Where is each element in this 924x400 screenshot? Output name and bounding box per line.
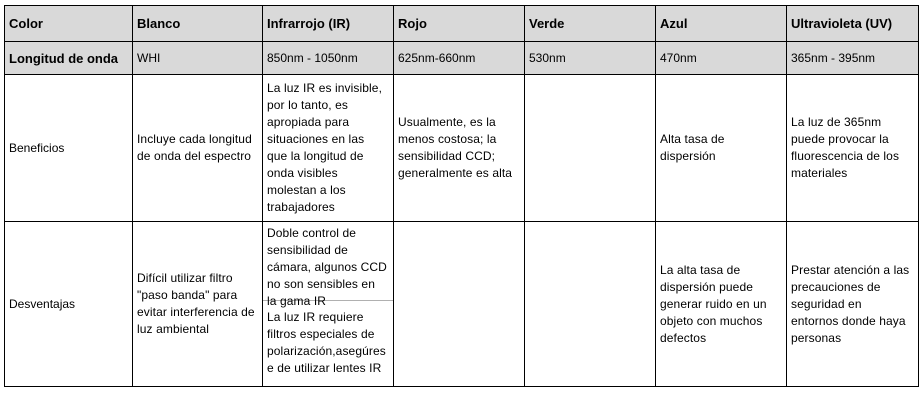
header-uv: Ultravioleta (UV): [787, 6, 919, 42]
header-green: Verde: [525, 6, 656, 42]
header-red: Rojo: [394, 6, 525, 42]
benefits-red: Usualmente, es la menos costosa; la sensibilidad CCD; generalmente es alta: [394, 75, 525, 222]
benefits-green: [525, 75, 656, 222]
wavelength-white: WHI: [133, 42, 263, 75]
benefits-ir: La luz IR es invisible, por lo tanto, es apropiada para situaciones en las que la longitud de onda visibles molestan a los trabajadores: [263, 75, 394, 222]
drawbacks-ir: [263, 222, 394, 387]
benefits-blue: Alta tasa de dispersión: [656, 75, 787, 222]
drawbacks-ir-first: Doble control de sensibilidad de cámara, algunos CCD no son sensibles en la gama IR: [263, 222, 393, 301]
wavelength-blue: 470nm: [656, 42, 787, 75]
header-blue: Azul: [656, 6, 787, 42]
wavelength-uv: 365nm - 395nm: [787, 42, 919, 75]
wavelength-green: 530nm: [525, 42, 656, 75]
header-white: Blanco: [133, 6, 263, 42]
drawbacks-uv: Prestar atención a las precauciones de seguridad en entornos donde haya personas: [787, 222, 919, 387]
comparison-table: [4, 5, 919, 387]
benefits-white: Incluye cada longitud de onda del espectro: [133, 75, 263, 222]
drawbacks-white: Difícil utilizar filtro "paso banda" para evitar interferencia de luz ambiental: [133, 222, 263, 387]
drawbacks-ir-second: La luz IR requiere filtros especiales de polarización,asegúres e de utilizar lentes IR: [267, 310, 386, 375]
drawbacks-row: [5, 222, 919, 387]
drawbacks-label: Desventajas: [5, 222, 133, 387]
drawbacks-red: [394, 222, 525, 387]
header-ir: Infrarrojo (IR): [263, 6, 394, 42]
benefits-label: Beneficios: [5, 75, 133, 222]
wavelength-red: 625nm-660nm: [394, 42, 525, 75]
benefits-row: [5, 75, 919, 222]
benefits-uv: La luz de 365nm puede provocar la fluorescencia de los materiales: [787, 75, 919, 222]
wavelength-label: Longitud de onda: [5, 42, 133, 75]
wavelength-ir: 850nm - 1050nm: [263, 42, 394, 75]
header-row: [5, 6, 919, 42]
wavelength-row: [5, 42, 919, 75]
header-color: Color: [5, 6, 133, 42]
drawbacks-blue: La alta tasa de dispersión puede generar ruido en un objeto con muchos defectos: [656, 222, 787, 387]
drawbacks-green: [525, 222, 656, 387]
drawbacks-ir-second-wrap: [263, 301, 393, 385]
